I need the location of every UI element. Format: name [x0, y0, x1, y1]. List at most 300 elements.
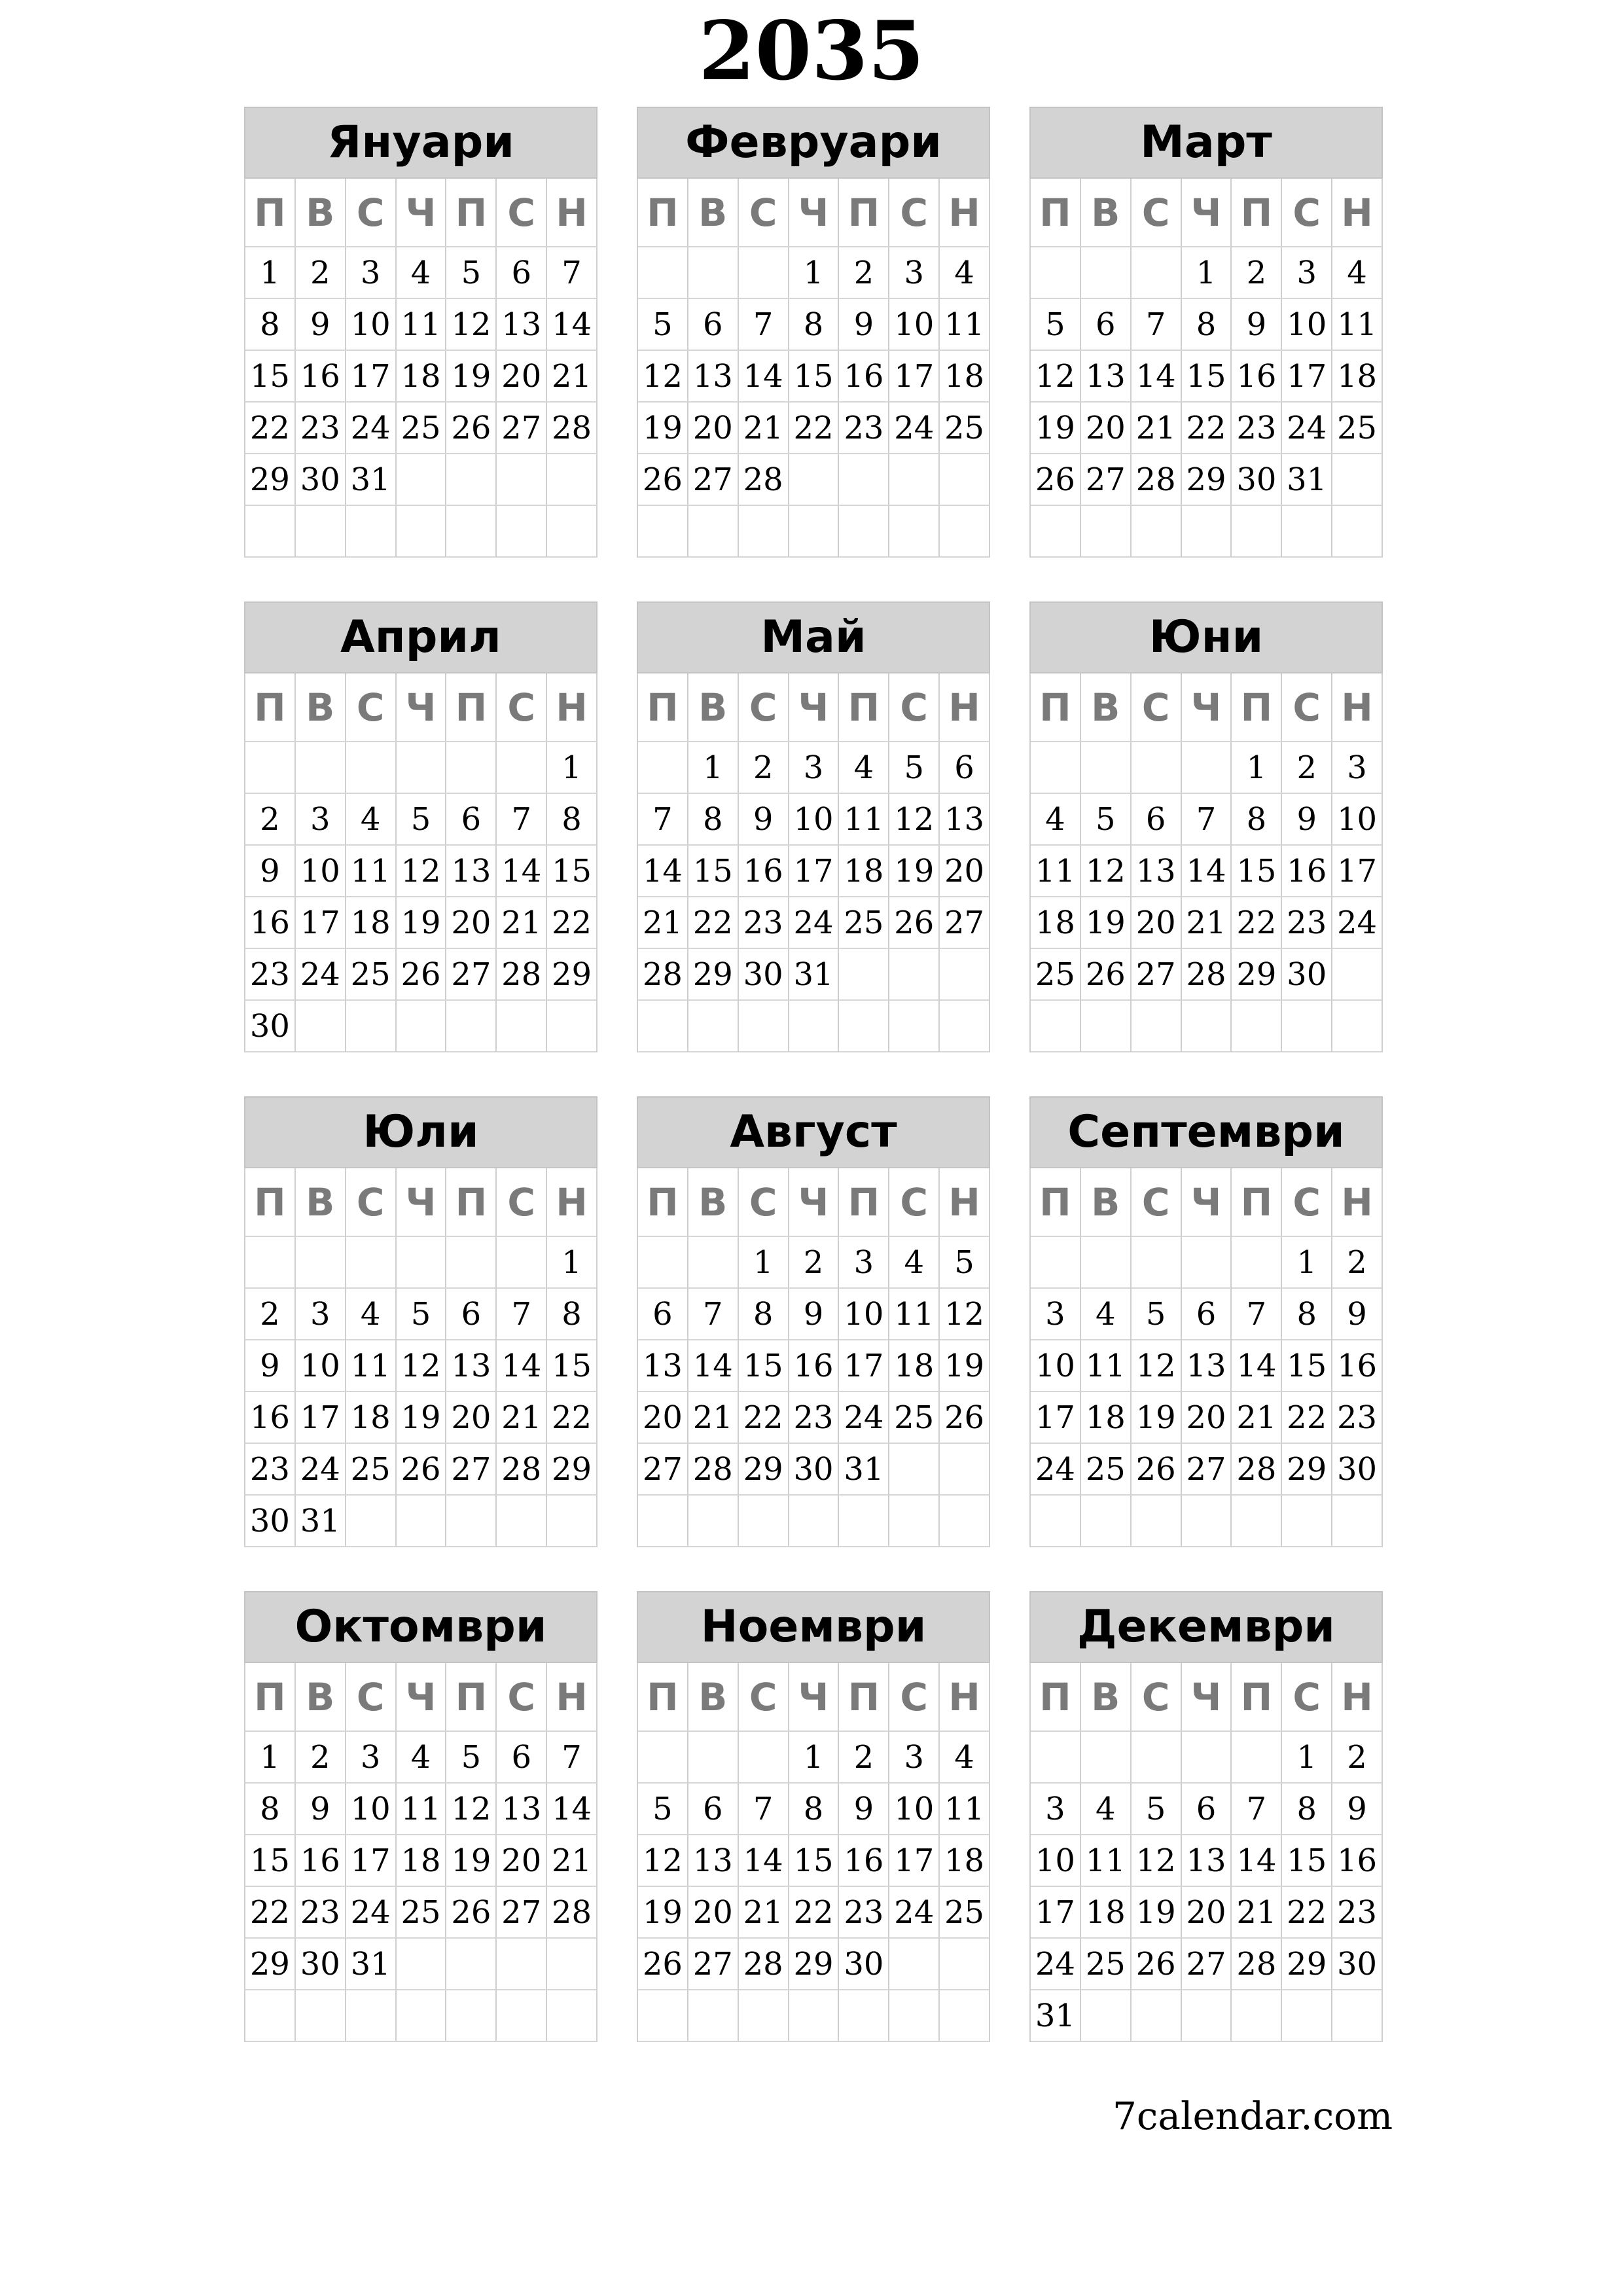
day-cell: 22 [739, 1392, 789, 1444]
day-cell: 19 [446, 1835, 497, 1887]
weekday-label: С [739, 179, 789, 247]
weekday-label: В [1081, 179, 1132, 247]
weekday-label: П [245, 673, 296, 742]
empty-cell [1282, 1001, 1332, 1052]
empty-cell [397, 1990, 447, 2042]
day-cell: 1 [789, 247, 840, 299]
day-cell: 27 [638, 1444, 688, 1496]
day-cell: 5 [1132, 1289, 1182, 1340]
day-cell: 21 [1132, 403, 1182, 454]
day-cell: 10 [296, 1340, 346, 1392]
empty-cell [889, 1990, 940, 2042]
month-grid [637, 1168, 990, 1547]
empty-cell [638, 506, 688, 558]
day-cell: 26 [940, 1392, 990, 1444]
day-cell: 19 [638, 1887, 688, 1939]
month-name: Февруари [637, 107, 990, 179]
day-cell: 25 [1031, 949, 1081, 1001]
day-cell: 16 [839, 351, 889, 403]
day-cell: 29 [1282, 1939, 1332, 1990]
day-cell: 9 [296, 299, 346, 351]
weekday-label: В [688, 179, 739, 247]
weekday-label: П [245, 1168, 296, 1237]
weekday-label: П [839, 1168, 889, 1237]
empty-cell [497, 1939, 547, 1990]
day-cell: 27 [446, 949, 497, 1001]
empty-cell [638, 1001, 688, 1052]
day-cell: 13 [497, 299, 547, 351]
day-cell: 27 [497, 403, 547, 454]
weekday-label: В [1081, 673, 1132, 742]
day-cell: 8 [547, 1289, 597, 1340]
day-cell: 3 [889, 247, 940, 299]
day-cell: 30 [1282, 949, 1332, 1001]
day-cell: 27 [1132, 949, 1182, 1001]
day-cell: 8 [547, 794, 597, 846]
weekday-label: В [296, 179, 346, 247]
weekday-label: Ч [789, 1168, 840, 1237]
weekday-label: Н [547, 179, 597, 247]
empty-cell [1332, 949, 1383, 1001]
month-name: Юли [244, 1096, 597, 1168]
day-cell: 21 [1182, 897, 1232, 949]
empty-cell [839, 454, 889, 506]
day-cell: 24 [889, 403, 940, 454]
day-cell: 25 [940, 403, 990, 454]
day-cell: 17 [1332, 846, 1383, 897]
month-name: Октомври [244, 1591, 597, 1663]
month-4 [244, 601, 597, 1052]
empty-cell [1081, 1496, 1132, 1547]
day-cell: 4 [346, 794, 397, 846]
day-cell: 23 [296, 1887, 346, 1939]
weekday-label: Н [940, 1168, 990, 1237]
day-cell: 24 [839, 1392, 889, 1444]
day-cell: 15 [789, 1835, 840, 1887]
month-grid [637, 673, 990, 1052]
day-cell: 5 [397, 794, 447, 846]
day-cell: 8 [789, 1784, 840, 1835]
day-cell: 6 [1182, 1784, 1232, 1835]
month-3 [1029, 107, 1383, 558]
empty-cell [889, 506, 940, 558]
day-cell: 21 [497, 1392, 547, 1444]
day-cell: 9 [245, 1340, 296, 1392]
weekday-label: С [1132, 179, 1182, 247]
day-cell: 20 [940, 846, 990, 897]
day-cell: 18 [346, 897, 397, 949]
day-cell: 10 [296, 846, 346, 897]
weekday-label: С [346, 1168, 397, 1237]
empty-cell [296, 1990, 346, 2042]
day-cell: 4 [940, 1732, 990, 1784]
day-cell: 18 [346, 1392, 397, 1444]
empty-cell [497, 1496, 547, 1547]
weekday-label: Н [1332, 179, 1383, 247]
day-cell: 13 [1182, 1340, 1232, 1392]
empty-cell [1081, 1990, 1132, 2042]
day-cell: 18 [397, 1835, 447, 1887]
day-cell: 14 [497, 1340, 547, 1392]
day-cell: 2 [296, 247, 346, 299]
day-cell: 2 [789, 1237, 840, 1289]
month-grid [244, 1168, 597, 1547]
empty-cell [1081, 247, 1132, 299]
empty-cell [940, 1990, 990, 2042]
weekday-label: Ч [1182, 179, 1232, 247]
day-cell: 17 [1282, 351, 1332, 403]
day-cell: 5 [940, 1237, 990, 1289]
weekday-label: С [739, 673, 789, 742]
weekday-label: П [1232, 673, 1282, 742]
day-cell: 13 [1132, 846, 1182, 897]
day-cell: 22 [245, 1887, 296, 1939]
day-cell: 2 [739, 742, 789, 794]
empty-cell [1282, 1496, 1332, 1547]
day-cell: 14 [1232, 1340, 1282, 1392]
day-cell: 28 [688, 1444, 739, 1496]
day-cell: 10 [839, 1289, 889, 1340]
empty-cell [446, 1939, 497, 1990]
day-cell: 7 [547, 1732, 597, 1784]
weekday-label: В [1081, 1168, 1132, 1237]
empty-cell [446, 1496, 497, 1547]
day-cell: 11 [889, 1289, 940, 1340]
day-cell: 9 [296, 1784, 346, 1835]
day-cell: 21 [739, 1887, 789, 1939]
day-cell: 15 [1282, 1835, 1332, 1887]
day-cell: 29 [547, 1444, 597, 1496]
weekday-label: Н [547, 1168, 597, 1237]
day-cell: 5 [397, 1289, 447, 1340]
empty-cell [497, 742, 547, 794]
day-cell: 27 [688, 454, 739, 506]
weekday-label: С [889, 1663, 940, 1732]
empty-cell [638, 1237, 688, 1289]
day-cell: 2 [839, 1732, 889, 1784]
day-cell: 12 [446, 299, 497, 351]
day-cell: 13 [688, 1835, 739, 1887]
day-cell: 24 [789, 897, 840, 949]
day-cell: 7 [688, 1289, 739, 1340]
empty-cell [688, 1001, 739, 1052]
day-cell: 21 [547, 351, 597, 403]
empty-cell [1332, 454, 1383, 506]
empty-cell [296, 1001, 346, 1052]
day-cell: 15 [547, 846, 597, 897]
empty-cell [446, 1001, 497, 1052]
day-cell: 31 [1282, 454, 1332, 506]
empty-cell [1132, 742, 1182, 794]
day-cell: 16 [1282, 846, 1332, 897]
day-cell: 7 [739, 1784, 789, 1835]
weekday-label: В [296, 1663, 346, 1732]
day-cell: 9 [245, 846, 296, 897]
day-cell: 3 [296, 1289, 346, 1340]
day-cell: 28 [638, 949, 688, 1001]
day-cell: 24 [1031, 1444, 1081, 1496]
month-grid [637, 1663, 990, 2042]
day-cell: 15 [245, 351, 296, 403]
day-cell: 17 [296, 1392, 346, 1444]
weekday-label: П [1031, 673, 1081, 742]
day-cell: 26 [638, 454, 688, 506]
day-cell: 13 [940, 794, 990, 846]
day-cell: 18 [1031, 897, 1081, 949]
month-name: Септември [1029, 1096, 1383, 1168]
day-cell: 30 [296, 1939, 346, 1990]
day-cell: 9 [1332, 1784, 1383, 1835]
day-cell: 3 [346, 247, 397, 299]
day-cell: 1 [547, 742, 597, 794]
day-cell: 28 [1232, 1444, 1282, 1496]
empty-cell [1031, 1237, 1081, 1289]
day-cell: 1 [688, 742, 739, 794]
empty-cell [1232, 1001, 1282, 1052]
empty-cell [1332, 1496, 1383, 1547]
day-cell: 29 [1232, 949, 1282, 1001]
day-cell: 13 [1182, 1835, 1232, 1887]
day-cell: 28 [739, 1939, 789, 1990]
day-cell: 11 [346, 1340, 397, 1392]
day-cell: 24 [1332, 897, 1383, 949]
day-cell: 22 [688, 897, 739, 949]
empty-cell [1031, 506, 1081, 558]
day-cell: 17 [346, 1835, 397, 1887]
weekday-label: Ч [397, 1168, 447, 1237]
day-cell: 18 [1081, 1887, 1132, 1939]
day-cell: 1 [1282, 1732, 1332, 1784]
day-cell: 8 [1282, 1784, 1332, 1835]
month-name: Ноември [637, 1591, 990, 1663]
day-cell: 30 [245, 1001, 296, 1052]
day-cell: 17 [889, 1835, 940, 1887]
day-cell: 7 [1232, 1289, 1282, 1340]
empty-cell [1081, 1237, 1132, 1289]
day-cell: 10 [1031, 1835, 1081, 1887]
weekday-label: С [346, 179, 397, 247]
day-cell: 1 [739, 1237, 789, 1289]
day-cell: 23 [839, 1887, 889, 1939]
day-cell: 11 [940, 1784, 990, 1835]
day-cell: 30 [1332, 1444, 1383, 1496]
empty-cell [1031, 1001, 1081, 1052]
empty-cell [397, 454, 447, 506]
empty-cell [688, 1990, 739, 2042]
empty-cell [1182, 1237, 1232, 1289]
day-cell: 1 [1232, 742, 1282, 794]
day-cell: 16 [1332, 1835, 1383, 1887]
weekday-label: В [296, 673, 346, 742]
day-cell: 31 [346, 1939, 397, 1990]
day-cell: 25 [1332, 403, 1383, 454]
day-cell: 9 [1282, 794, 1332, 846]
empty-cell [547, 506, 597, 558]
day-cell: 5 [1031, 299, 1081, 351]
day-cell: 19 [397, 897, 447, 949]
weekday-label: Ч [397, 179, 447, 247]
empty-cell [346, 1237, 397, 1289]
day-cell: 21 [1232, 1887, 1282, 1939]
day-cell: 3 [346, 1732, 397, 1784]
empty-cell [688, 1237, 739, 1289]
empty-cell [1132, 506, 1182, 558]
day-cell: 29 [789, 1939, 840, 1990]
day-cell: 23 [1332, 1392, 1383, 1444]
day-cell: 21 [688, 1392, 739, 1444]
weekday-label: Н [547, 1663, 597, 1732]
day-cell: 16 [245, 897, 296, 949]
month-grid [244, 1663, 597, 2042]
day-cell: 12 [1031, 351, 1081, 403]
day-cell: 25 [397, 1887, 447, 1939]
day-cell: 4 [839, 742, 889, 794]
empty-cell [839, 506, 889, 558]
empty-cell [1031, 247, 1081, 299]
weekday-label: С [1282, 179, 1332, 247]
empty-cell [1132, 1990, 1182, 2042]
weekday-label: П [638, 1168, 688, 1237]
empty-cell [397, 1496, 447, 1547]
empty-cell [1132, 1496, 1182, 1547]
day-cell: 21 [739, 403, 789, 454]
empty-cell [547, 1990, 597, 2042]
weekday-label: Н [1332, 1663, 1383, 1732]
day-cell: 27 [940, 897, 990, 949]
empty-cell [1081, 742, 1132, 794]
day-cell: 24 [889, 1887, 940, 1939]
day-cell: 4 [1081, 1289, 1132, 1340]
empty-cell [839, 1496, 889, 1547]
empty-cell [446, 742, 497, 794]
day-cell: 11 [839, 794, 889, 846]
empty-cell [547, 1939, 597, 1990]
day-cell: 15 [1182, 351, 1232, 403]
year-title: 2035 [698, 4, 925, 99]
day-cell: 19 [889, 846, 940, 897]
day-cell: 30 [1332, 1939, 1383, 1990]
month-name: Април [244, 601, 597, 673]
empty-cell [638, 1732, 688, 1784]
empty-cell [497, 454, 547, 506]
day-cell: 14 [638, 846, 688, 897]
month-name: Май [637, 601, 990, 673]
day-cell: 19 [638, 403, 688, 454]
day-cell: 7 [1232, 1784, 1282, 1835]
day-cell: 7 [497, 1289, 547, 1340]
day-cell: 20 [1182, 1887, 1232, 1939]
day-cell: 8 [245, 1784, 296, 1835]
day-cell: 17 [1031, 1887, 1081, 1939]
day-cell: 12 [446, 1784, 497, 1835]
empty-cell [245, 1990, 296, 2042]
empty-cell [889, 1444, 940, 1496]
empty-cell [245, 1237, 296, 1289]
day-cell: 16 [1332, 1340, 1383, 1392]
day-cell: 27 [1182, 1939, 1232, 1990]
day-cell: 30 [296, 454, 346, 506]
day-cell: 26 [1132, 1939, 1182, 1990]
day-cell: 23 [296, 403, 346, 454]
empty-cell [497, 1990, 547, 2042]
day-cell: 22 [547, 1392, 597, 1444]
empty-cell [1182, 506, 1232, 558]
day-cell: 12 [638, 351, 688, 403]
weekday-label: Н [940, 673, 990, 742]
day-cell: 12 [1081, 846, 1132, 897]
day-cell: 20 [1132, 897, 1182, 949]
day-cell: 20 [1182, 1392, 1232, 1444]
empty-cell [789, 506, 840, 558]
day-cell: 5 [1081, 794, 1132, 846]
day-cell: 13 [446, 846, 497, 897]
day-cell: 13 [497, 1784, 547, 1835]
day-cell: 9 [789, 1289, 840, 1340]
weekday-label: С [1282, 1663, 1332, 1732]
day-cell: 25 [346, 1444, 397, 1496]
day-cell: 17 [789, 846, 840, 897]
empty-cell [1081, 506, 1132, 558]
day-cell: 20 [688, 1887, 739, 1939]
day-cell: 10 [889, 299, 940, 351]
empty-cell [1232, 1990, 1282, 2042]
weekday-label: С [1132, 1663, 1182, 1732]
weekday-label: В [688, 1168, 739, 1237]
weekday-label: П [1232, 179, 1282, 247]
day-cell: 17 [346, 351, 397, 403]
day-cell: 19 [940, 1340, 990, 1392]
empty-cell [1132, 247, 1182, 299]
day-cell: 12 [1132, 1835, 1182, 1887]
day-cell: 23 [245, 949, 296, 1001]
month-grid [1029, 1663, 1383, 2042]
weekday-label: Н [940, 179, 990, 247]
day-cell: 26 [1081, 949, 1132, 1001]
site-credit: 7calendar.com [1113, 2094, 1393, 2138]
empty-cell [940, 949, 990, 1001]
day-cell: 5 [1132, 1784, 1182, 1835]
day-cell: 20 [446, 897, 497, 949]
day-cell: 27 [1182, 1444, 1232, 1496]
empty-cell [839, 949, 889, 1001]
empty-cell [940, 1444, 990, 1496]
weekday-label: Ч [397, 1663, 447, 1732]
empty-cell [739, 247, 789, 299]
day-cell: 25 [889, 1392, 940, 1444]
empty-cell [889, 1939, 940, 1990]
day-cell: 7 [638, 794, 688, 846]
month-grid [244, 179, 597, 558]
empty-cell [397, 1001, 447, 1052]
empty-cell [1031, 742, 1081, 794]
weekday-label: П [245, 179, 296, 247]
day-cell: 20 [446, 1392, 497, 1444]
weekday-label: П [638, 179, 688, 247]
day-cell: 4 [940, 247, 990, 299]
day-cell: 6 [446, 1289, 497, 1340]
empty-cell [1182, 742, 1232, 794]
day-cell: 28 [547, 1887, 597, 1939]
day-cell: 16 [296, 1835, 346, 1887]
weekday-label: Ч [789, 673, 840, 742]
empty-cell [638, 1990, 688, 2042]
empty-cell [346, 742, 397, 794]
weekday-label: С [1282, 673, 1332, 742]
day-cell: 29 [1282, 1444, 1332, 1496]
day-cell: 19 [1132, 1392, 1182, 1444]
empty-cell [1282, 506, 1332, 558]
day-cell: 23 [739, 897, 789, 949]
